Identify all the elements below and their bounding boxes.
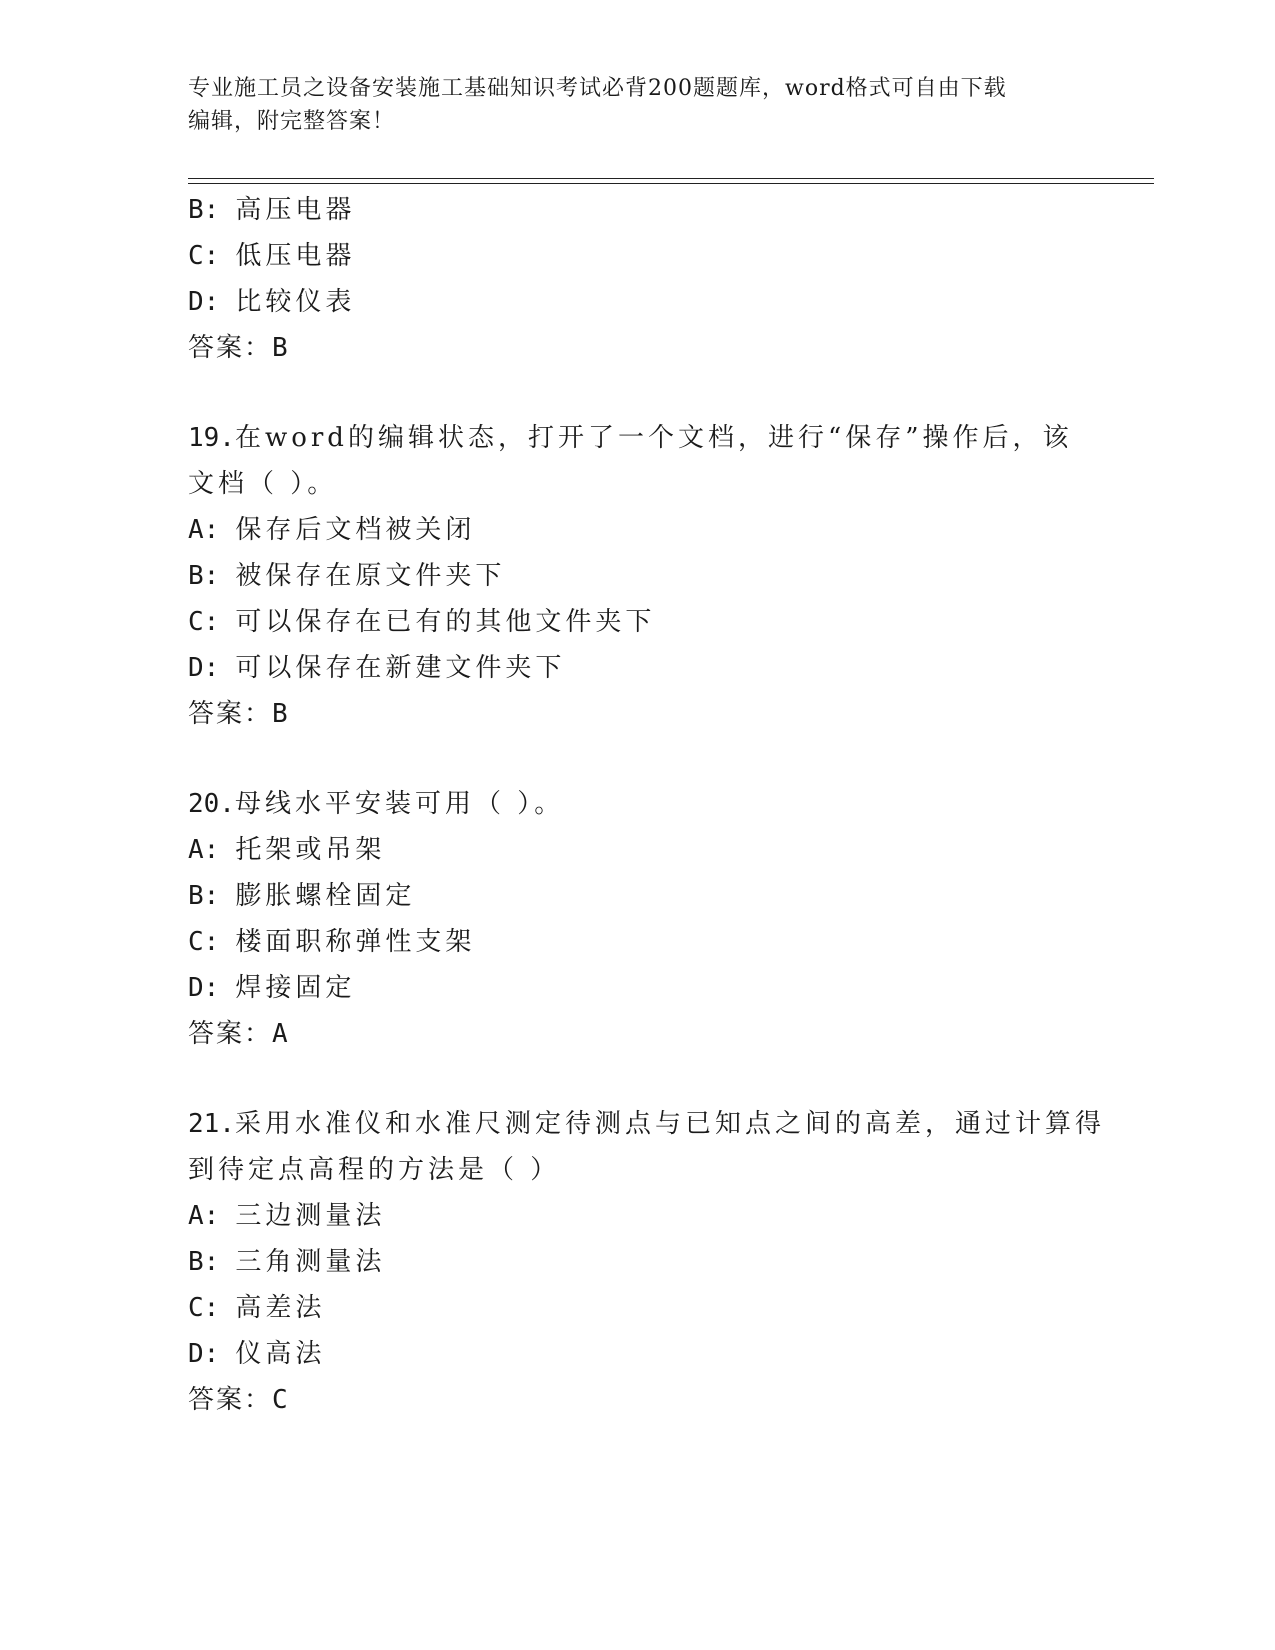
option-c: C: 低压电器 [188,241,356,271]
header-rule-top [188,178,1154,179]
option-b: B: 高压电器 [188,195,356,225]
option-b: B: 三角测量法 [188,1247,386,1277]
spacer [188,737,1088,781]
option-d: D: 可以保存在新建文件夹下 [188,653,566,683]
option-a: A: 三边测量法 [188,1201,386,1231]
question-text: 20.母线水平安装可用（ ）。 [188,789,565,819]
prev-question-block [188,187,1088,371]
spacer [188,371,1088,415]
question-21 [188,1101,1105,1423]
header-line-2: 编辑，附完整答案！ [188,109,396,134]
option-c: C: 高差法 [188,1293,326,1323]
option-b: B: 被保存在原文件夹下 [188,561,506,591]
spacer [188,1057,1088,1101]
answer-line: 答案：B [188,333,288,363]
option-c: C: 可以保存在已有的其他文件夹下 [188,607,656,637]
option-d: D: 焊接固定 [188,973,356,1003]
option-a: A: 托架或吊架 [188,835,386,865]
header-rule-bottom [188,183,1154,184]
answer-line: 答案：A [188,1019,288,1049]
option-d: D: 仪高法 [188,1339,326,1369]
question-text: 21.采用水准仪和水准尺测定待测点与已知点之间的高差，通过计算得 [188,1109,1105,1139]
option-c: C: 楼面职称弹性支架 [188,927,476,957]
question-text: 19.在word的编辑状态，打开了一个文档，进行“保存”操作后，该 [188,423,1073,453]
question-content [188,187,1105,1423]
question-20 [188,781,1088,1057]
option-b: B: 膨胀螺栓固定 [188,881,416,911]
option-d: D: 比较仪表 [188,287,356,317]
answer-line: 答案：C [188,1385,288,1415]
question-19 [188,415,1088,737]
document-header [188,72,1088,138]
question-text-cont: 文档（ ）。 [188,469,338,499]
answer-line: 答案：B [188,699,288,729]
header-line-1: 专业施工员之设备安装施工基础知识考试必背200题题库，word格式可自由下载 [188,76,1007,101]
option-a: A: 保存后文档被关闭 [188,515,476,545]
question-text-cont: 到待定点高程的方法是（ ） [188,1155,561,1185]
